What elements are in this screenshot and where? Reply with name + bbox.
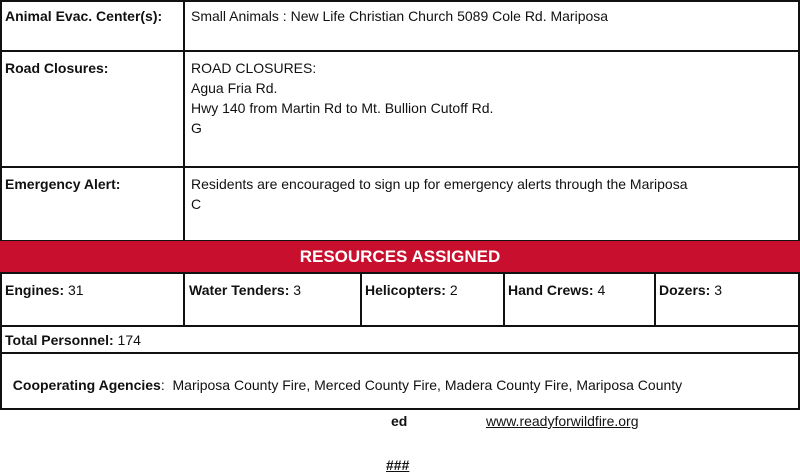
readyforwildfire-link[interactable]: www.readyforwildfire.org	[486, 413, 639, 429]
column-divider	[183, 0, 185, 241]
table-left-border	[0, 0, 2, 410]
water-tenders-cell	[189, 282, 301, 298]
footer-ed-text: ed	[391, 413, 408, 429]
dozers-cell	[659, 282, 722, 298]
helicopters-label: Helicopters:	[365, 282, 446, 298]
emergency-alert-label: Emergency Alert:	[5, 176, 121, 192]
total-personnel-value: 174	[117, 332, 141, 348]
row-divider	[0, 166, 800, 168]
resources-assigned-banner: RESOURCES ASSIGNED	[0, 241, 800, 272]
engines-label: Engines:	[5, 282, 65, 298]
cooperating-agencies-label: Cooperating Agencies	[12, 377, 161, 393]
helicopters-value: 2	[449, 282, 458, 298]
helicopters-cell	[365, 282, 458, 298]
end-mark: ###	[386, 457, 410, 473]
water-tenders-value: 3	[293, 282, 302, 298]
hand-crews-value: 4	[597, 282, 606, 298]
table-top-border	[0, 0, 800, 2]
dozers-value: 3	[714, 282, 723, 298]
emergency-alert-line: Residents are encouraged to sign up for emergency alerts through the Mariposa	[191, 176, 688, 192]
table-right-border	[798, 0, 800, 410]
road-closures-label: Road Closures:	[5, 60, 109, 76]
road-closures-line: ROAD CLOSURES:	[191, 60, 317, 76]
engines-cell	[5, 282, 84, 298]
hand-crews-cell	[508, 282, 605, 298]
engines-value: 31	[68, 282, 84, 298]
row-divider	[0, 50, 800, 52]
evac-center-label: Animal Evac. Center(s):	[5, 8, 163, 24]
column-divider	[183, 272, 185, 325]
column-divider	[503, 272, 505, 325]
evac-center-value: Small Animals : New Life Christian Church 5089 Cole Rd. Mariposa	[191, 8, 609, 24]
row-divider	[0, 272, 800, 274]
water-tenders-label: Water Tenders:	[189, 282, 290, 298]
road-closures-line: Agua Fria Rd.	[191, 80, 278, 96]
cooperating-agencies-cell	[5, 361, 682, 393]
hand-crews-label: Hand Crews:	[508, 282, 594, 298]
dozers-label: Dozers:	[659, 282, 711, 298]
road-closures-value	[191, 58, 493, 138]
cooperating-agencies-value: : Mariposa County Fire, Merced County Fire, Madera County Fire, Mariposa County	[160, 377, 683, 393]
emergency-alert-value	[191, 174, 688, 214]
road-closures-line: Hwy 140 from Martin Rd to Mt. Bullion Cutoff Rd.	[191, 100, 494, 116]
total-personnel-label: Total Personnel:	[5, 332, 114, 348]
road-closures-line: G	[191, 120, 202, 136]
column-divider	[360, 272, 362, 325]
column-divider	[654, 272, 656, 325]
table-bottom-border	[0, 408, 800, 410]
row-divider	[0, 325, 800, 327]
row-divider	[0, 352, 800, 354]
total-personnel-cell	[5, 332, 141, 348]
emergency-alert-line: C	[191, 196, 202, 212]
